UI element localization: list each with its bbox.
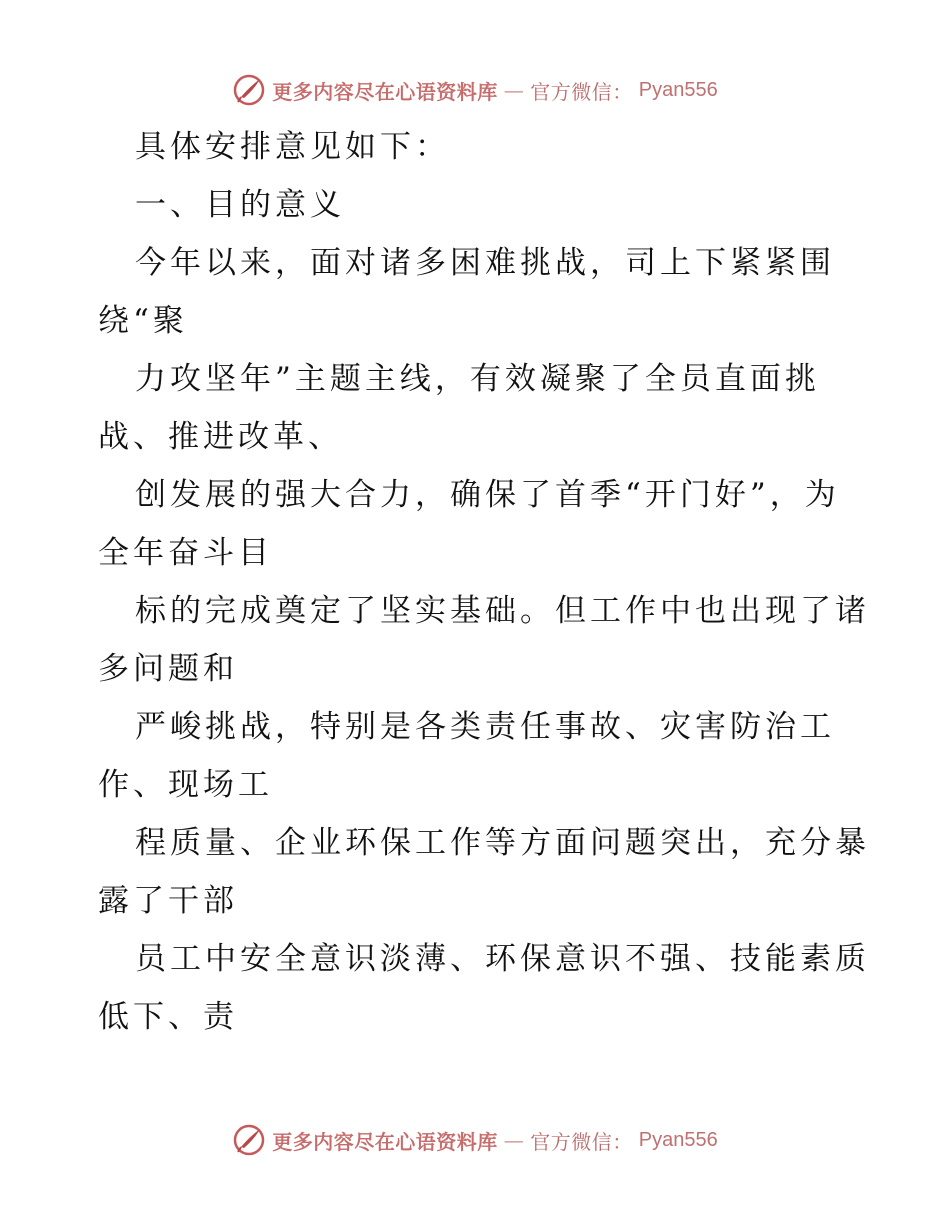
watermark-main-text: 更多内容尽在心语资料库 bbox=[272, 1129, 498, 1154]
text-line: 员工中安全意识淡薄、环保意识不强、技能素质 bbox=[135, 941, 870, 977]
text-line: 力攻坚年”主题主线，有效凝聚了全员直面挑 bbox=[135, 361, 820, 397]
quill-logo-icon bbox=[232, 1123, 266, 1157]
text-line: 程质量、企业环保工作等方面问题突出，充分暴 bbox=[135, 825, 870, 861]
text-line: 绕“聚 bbox=[98, 303, 188, 339]
watermark-wechat-label: 官方微信： bbox=[530, 79, 633, 104]
section-heading: 一、目的意义 bbox=[135, 187, 345, 223]
quill-logo-icon bbox=[232, 73, 266, 107]
watermark-wechat-id: Pyan556 bbox=[638, 1128, 718, 1151]
watermark-wechat-label: 官方微信： bbox=[530, 1129, 633, 1154]
text-line: 作、现场工 bbox=[98, 767, 273, 803]
watermark-dash: — bbox=[503, 1128, 525, 1152]
watermark-dash: — bbox=[503, 78, 525, 102]
watermark-main-text: 更多内容尽在心语资料库 bbox=[272, 79, 498, 104]
text-line: 具体安排意见如下： bbox=[135, 129, 450, 165]
text-line: 标的完成奠定了坚实基础。但工作中也出现了诸 bbox=[135, 593, 870, 629]
text-line: 战、推进改革、 bbox=[98, 419, 343, 455]
text-line: 全年奋斗目 bbox=[98, 535, 273, 571]
text-line: 露了干部 bbox=[98, 883, 238, 919]
document-body bbox=[98, 118, 870, 1046]
text-line: 低下、责 bbox=[98, 999, 238, 1035]
watermark-wechat-id: Pyan556 bbox=[638, 78, 718, 101]
text-line: 多问题和 bbox=[98, 651, 238, 687]
text-line: 今年以来，面对诸多困难挑战，司上下紧紧围 bbox=[135, 245, 835, 281]
header-watermark bbox=[0, 70, 950, 110]
footer-watermark bbox=[0, 1120, 950, 1160]
text-line: 严峻挑战，特别是各类责任事故、灾害防治工 bbox=[135, 709, 835, 745]
text-line: 创发展的强大合力，确保了首季“开门好”，为 bbox=[135, 477, 840, 513]
